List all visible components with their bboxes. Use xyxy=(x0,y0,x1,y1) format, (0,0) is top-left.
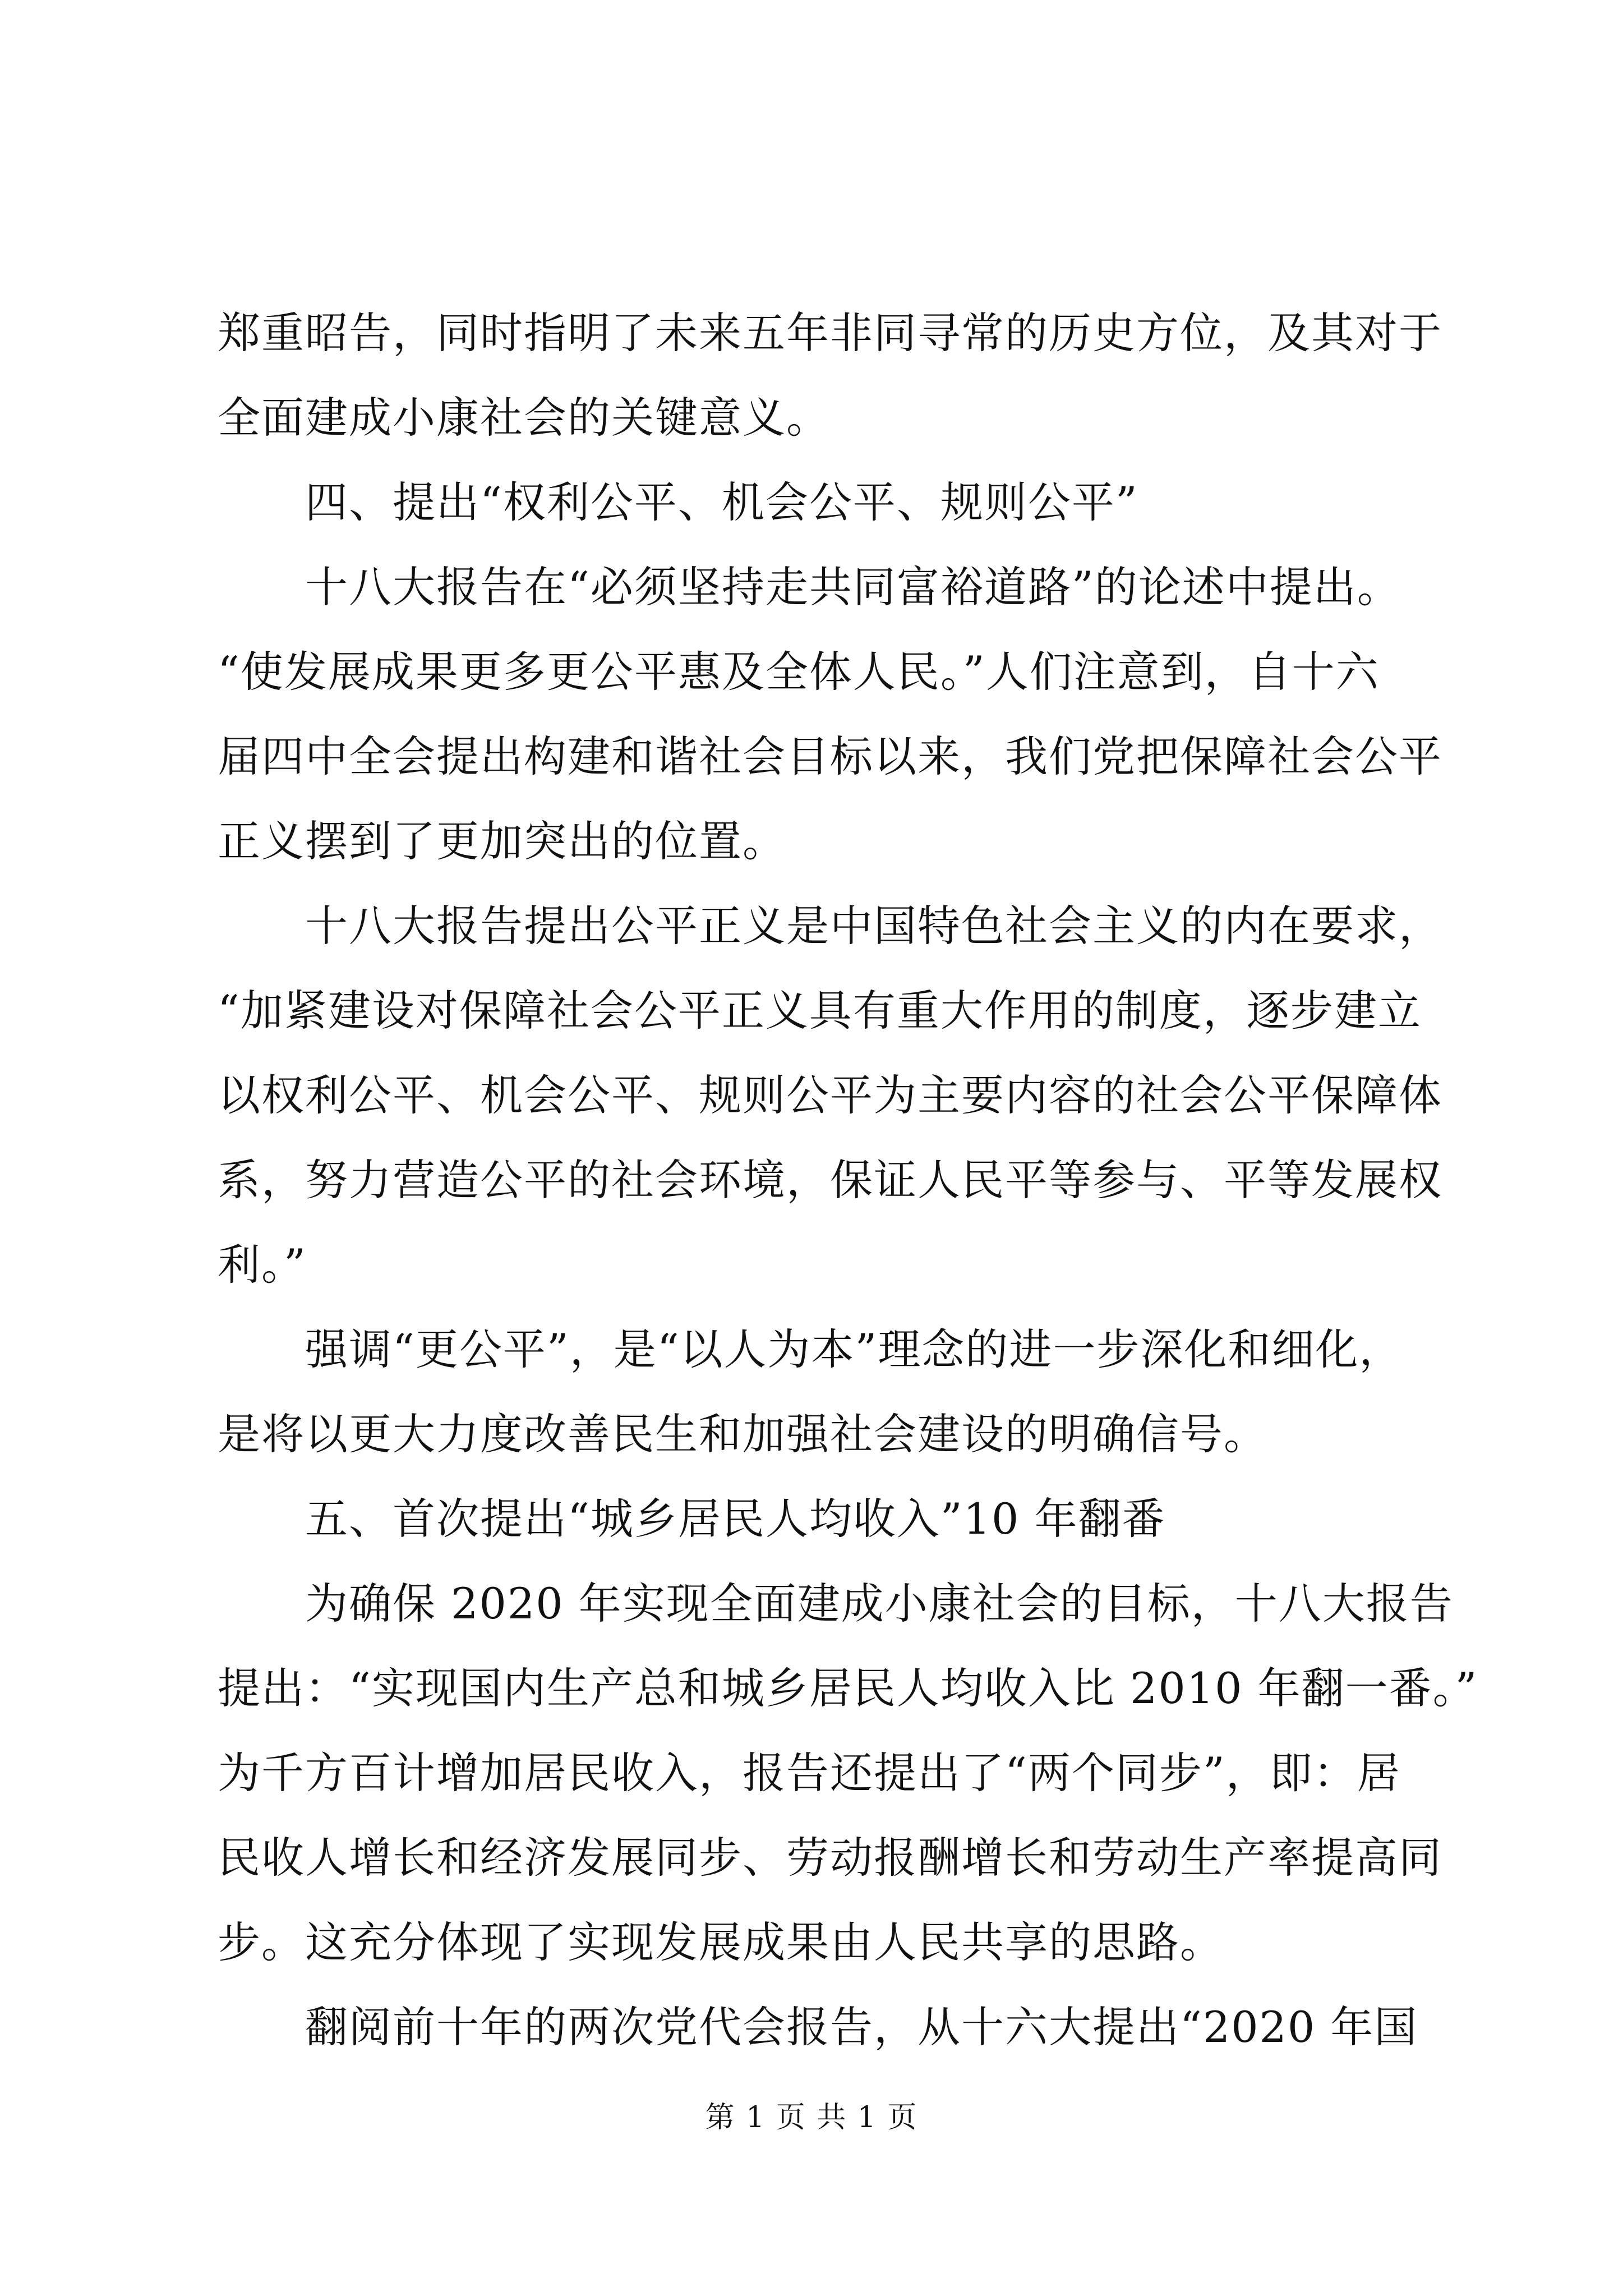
text-line: 是将以更大力度改善民生和加强社会建设的明确信号。 xyxy=(218,1409,1267,1459)
section-heading: 五、首次提出“城乡居民人均收入”10 年翻番 xyxy=(305,1494,1166,1544)
text-line: 利。” xyxy=(218,1240,307,1290)
text-line: 为千方百计增加居民收入，报告还提出了“两个同步”，即：居 xyxy=(218,1748,1401,1798)
text-line: 民收人增长和经济发展同步、劳动报酬增长和劳动生产率提高同 xyxy=(218,1833,1442,1883)
document-body xyxy=(218,291,1478,2069)
text-line: 正义摆到了更加突出的位置。 xyxy=(218,816,786,866)
text-line: 为确保 2020 年实现全面建成小康社会的目标，十八大报告 xyxy=(305,1579,1454,1628)
text-line: 全面建成小康社会的关键意义。 xyxy=(218,393,830,443)
text-line: 十八大报告在“必须坚持走共同富裕道路”的论述中提出。 xyxy=(305,562,1401,612)
text-line: 步。这充分体现了实现发展成果由人民共享的思路。 xyxy=(218,1917,1224,1967)
text-line: 系，努力营造公平的社会环境，保证人民平等参与、平等发展权 xyxy=(218,1155,1442,1205)
text-line: 届四中全会提出构建和谐社会目标以来，我们党把保障社会公平 xyxy=(218,731,1442,781)
text-line: “加紧建设对保障社会公平正义具有重大作用的制度，逐步建立 xyxy=(218,986,1422,1036)
page-number-footer: 第 1 页 共 1 页 xyxy=(705,2101,918,2134)
text-line: 十八大报告提出公平正义是中国特色社会主义的内在要求， xyxy=(305,901,1442,951)
text-line: 提出：“实现国内生产总和城乡居民人均收入比 2010 年翻一番。” xyxy=(218,1663,1478,1713)
text-line: 强调“更公平”，是“以人为本”理念的进一步深化和细化， xyxy=(305,1324,1403,1374)
text-line: “使发展成果更多更公平惠及全体人民。”人们注意到，自十六 xyxy=(218,647,1380,697)
text-line: 翻阅前十年的两次党代会报告，从十六大提出“2020 年国 xyxy=(305,2002,1418,2052)
text-line: 以权利公平、机会公平、规则公平为主要内容的社会公平保障体 xyxy=(218,1070,1442,1120)
section-heading: 四、提出“权利公平、机会公平、规则公平” xyxy=(305,477,1138,527)
text-line: 郑重昭告，同时指明了未来五年非同寻常的历史方位，及其对于 xyxy=(218,308,1442,358)
